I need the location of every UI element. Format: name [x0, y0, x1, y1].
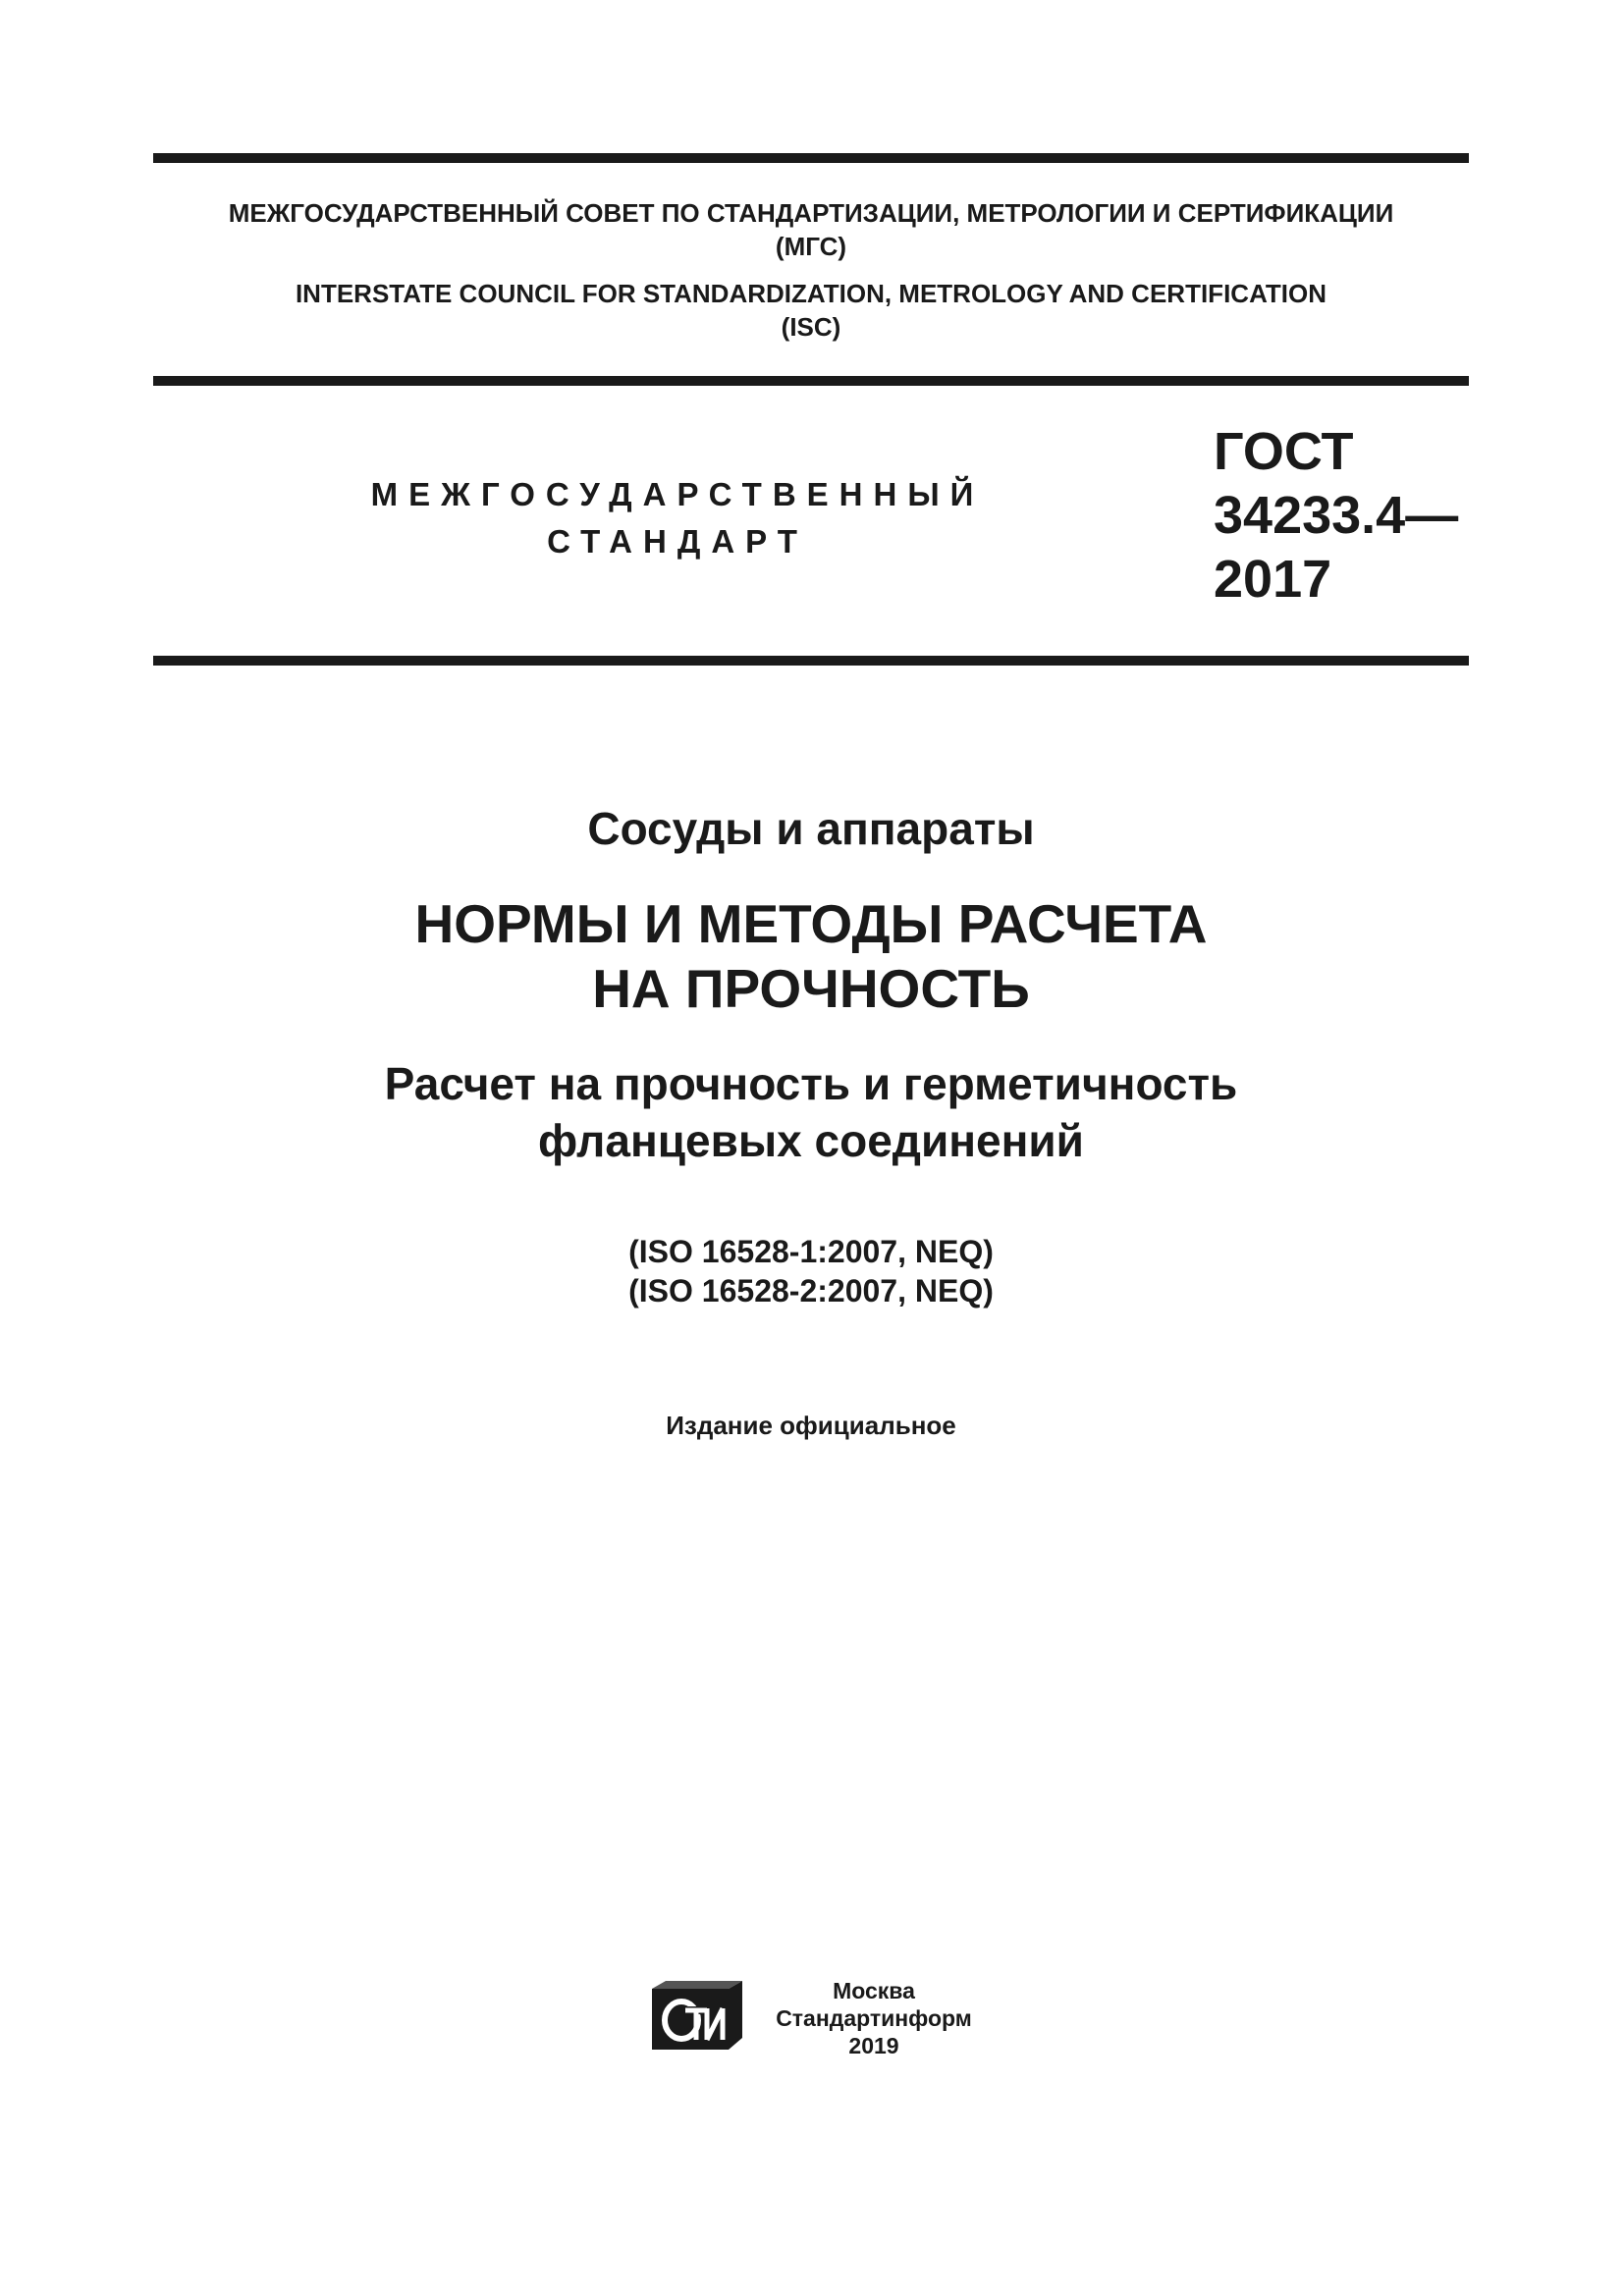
- standard-type-line2: СТАНДАРТ: [547, 523, 808, 560]
- council-ru-abbr: (МГС): [775, 232, 847, 261]
- publisher-city: Москва: [833, 1978, 915, 2003]
- iso-reference: (ISO 16528-2:2007, NEQ): [628, 1273, 994, 1308]
- subtitle-line2: фланцевых соединений: [538, 1115, 1084, 1166]
- main-title-line1: НОРМЫ И МЕТОДЫ РАСЧЕТА: [414, 893, 1208, 954]
- publisher-name: Стандартинформ: [776, 2005, 972, 2031]
- iso-reference: (ISO 16528-1:2007, NEQ): [628, 1234, 994, 1269]
- subtitle-line1: Расчет на прочность и герметичность: [384, 1058, 1238, 1109]
- standard-type-line1: МЕЖГОСУДАРСТВЕННЫЙ: [370, 476, 985, 512]
- gost-year: 2017: [1214, 550, 1332, 609]
- edition-label: Издание официальное: [666, 1411, 956, 1440]
- gost-number: 34233.4—: [1214, 486, 1459, 545]
- document-subtitle: [153, 1055, 1469, 1169]
- document-main-title: [153, 891, 1469, 1021]
- iso-references: [153, 1232, 1469, 1310]
- middle-rule: [153, 376, 1469, 386]
- publisher-year: 2019: [848, 2033, 899, 2058]
- publisher-info: [756, 1977, 992, 2059]
- council-ru: [153, 196, 1469, 263]
- top-rule: [153, 153, 1469, 163]
- gost-prefix: ГОСТ: [1214, 422, 1354, 481]
- council-ru-name: МЕЖГОСУДАРСТВЕННЫЙ СОВЕТ ПО СТАНДАРТИЗАЦИИ, МЕТРОЛОГИИ И СЕРТИФИКАЦИИ: [228, 198, 1394, 228]
- main-title-line2: НА ПРОЧНОСТЬ: [592, 958, 1030, 1019]
- gost-designation: [1214, 420, 1458, 612]
- document-subject: Сосуды и аппараты: [587, 803, 1035, 854]
- council-en: [153, 277, 1469, 344]
- standartinform-logo-icon: [650, 1981, 744, 2052]
- standard-type: [353, 471, 1001, 565]
- council-en-name: INTERSTATE COUNCIL FOR STANDARDIZATION, METROLOGY AND CERTIFICATION: [295, 279, 1327, 308]
- council-en-abbr: (ISC): [781, 312, 841, 342]
- bottom-rule: [153, 656, 1469, 666]
